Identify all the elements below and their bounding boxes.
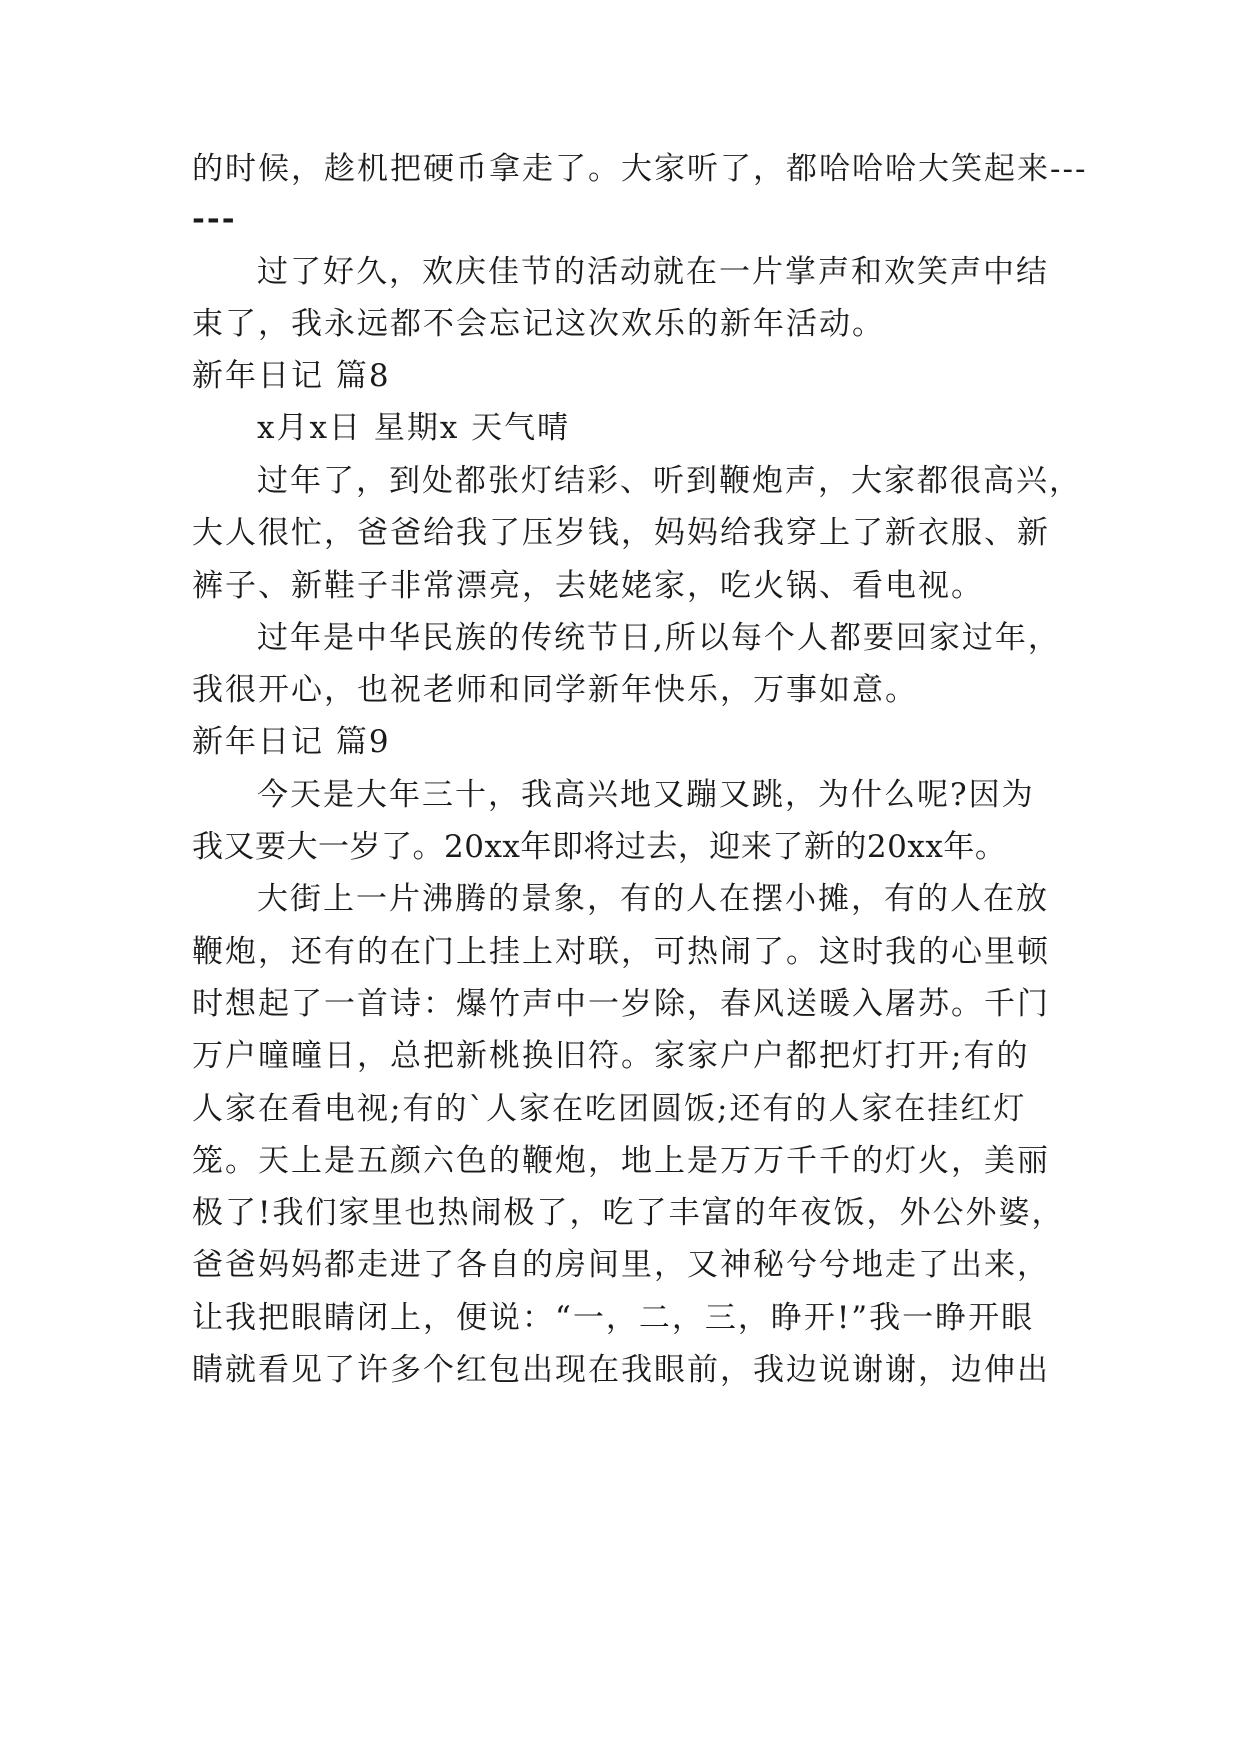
paragraph-line: 极了!我们家里也热闹极了，吃了丰富的年夜饭，外公外婆， [192, 1195, 1065, 1231]
paragraph-line: 鞭炮，还有的在门上挂上对联，可热闹了。这时我的心里顿 [192, 934, 1050, 970]
paragraph-line: 万户曈曈日，总把新桃换旧符。家家户户都把灯打开;有的 [192, 1038, 1030, 1074]
paragraph-line: 束了，我永远都不会忘记这次欢乐的新年活动。 [192, 306, 885, 342]
section-heading: 新年日记 篇8 [192, 358, 391, 394]
paragraph-line: 过年是中华民族的传统节日,所以每个人都要回家过年， [257, 620, 1061, 656]
paragraph-line: 我又要大一岁了。20xx年即将过去，迎来了新的20xx年。 [192, 829, 1007, 865]
paragraph-line: 大人很忙，爸爸给我了压岁钱，妈妈给我穿上了新衣服、新 [192, 515, 1050, 551]
diary-date-line: x月x日 星期x 天气晴 [257, 410, 571, 446]
section-heading: 新年日记 篇9 [192, 724, 391, 760]
paragraph-line: 笼。天上是五颜六色的鞭炮，地上是万万千千的灯火，美丽 [192, 1143, 1050, 1179]
paragraph-line: 今天是大年三十，我高兴地又蹦又跳，为什么呢?因为 [257, 777, 1035, 813]
paragraph-line: 睛就看见了许多个红包出现在我眼前，我边说谢谢，边伸出 [192, 1352, 1050, 1388]
paragraph-line: 大街上一片沸腾的景象，有的人在摆小摊，有的人在放 [257, 881, 1049, 917]
paragraph-line: 裤子、新鞋子非常漂亮，去姥姥家，吃火锅、看电视。 [192, 568, 984, 604]
paragraph-line: 的时候，趁机把硬币拿走了。大家听了，都哈哈哈大笑起来--- [192, 151, 1088, 187]
paragraph-line: 时想起了一首诗：爆竹声中一岁除，春风送暖入屠苏。千门 [192, 986, 1050, 1022]
paragraph-line: 过年了，到处都张灯结彩、听到鞭炮声，大家都很高兴， [257, 463, 1082, 499]
paragraph-line: 人家在看电视;有的`人家在吃团圆饭;还有的人家在挂红灯 [192, 1091, 1027, 1127]
paragraph-line: --- [192, 201, 237, 237]
paragraph-line: 爸爸妈妈都走进了各自的房间里，又神秘兮兮地走了出来， [192, 1247, 1050, 1283]
paragraph-line: 我很开心，也祝老师和同学新年快乐，万事如意。 [192, 672, 918, 708]
paragraph-line: 过了好久，欢庆佳节的活动就在一片掌声和欢笑声中结 [257, 254, 1049, 290]
paragraph-line: 让我把眼睛闭上，便说：“一，二，三，睁开!”我一睁开眼 [192, 1300, 1035, 1336]
